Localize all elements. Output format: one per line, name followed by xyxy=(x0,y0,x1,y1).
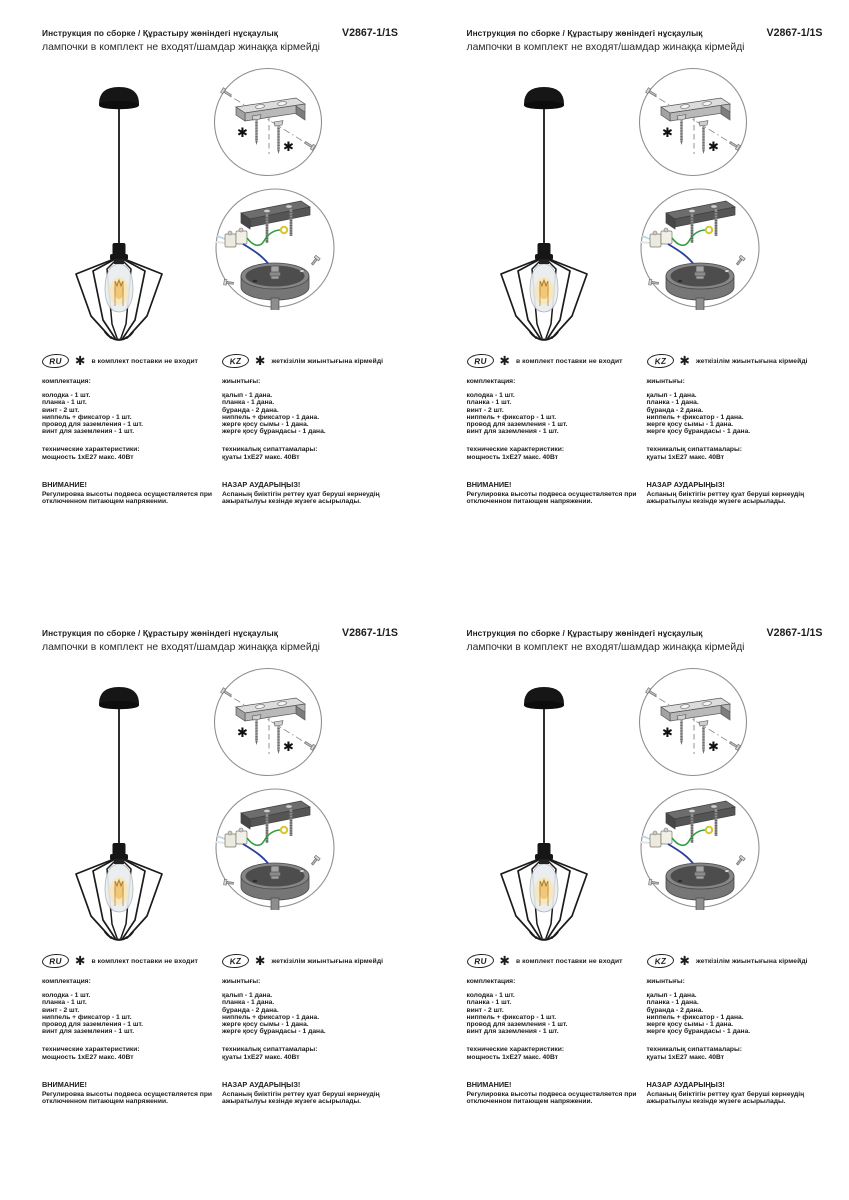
long-screw-2 xyxy=(699,121,708,154)
ceiling-canopy xyxy=(524,87,564,109)
ru-specs-value: мощность 1хЕ27 макс. 40Вт xyxy=(42,453,134,461)
ceiling-bracket-dark xyxy=(241,801,310,829)
header-line xyxy=(467,27,823,39)
ru-warning-text: Регулировка высоты подвеса осуществляется при отключенном питающем напряжении. xyxy=(466,490,637,506)
mounting-bar xyxy=(236,98,305,121)
mounting-bracket-diagram xyxy=(212,66,324,178)
model-number: V2867-1/1S xyxy=(342,627,398,639)
ceiling-cup-wiring-diagram xyxy=(213,186,337,310)
side-screw-left xyxy=(221,688,233,698)
kz-not-included-note: жеткізілім жиынтығына кірмейді xyxy=(271,957,384,965)
kz-not-included-note: жеткізілім жиынтығына кірмейді xyxy=(695,357,808,365)
ground-ring-terminal xyxy=(705,827,711,833)
edison-bulb xyxy=(530,264,558,312)
ceiling-cup xyxy=(241,263,309,310)
ru-badge: RU xyxy=(42,953,70,969)
ru-kit-list xyxy=(42,992,214,1036)
kit-item: жерге қосу бұрандасы - 1 дана. xyxy=(222,1028,326,1036)
asterisk-icon: ✱ xyxy=(255,952,266,968)
kz-specs-title: техникалық сипаттамалары: xyxy=(222,1045,318,1053)
ru-warning-text: Регулировка высоты подвеса осуществляется при отключенном питающем напряжении. xyxy=(42,1090,213,1106)
ceiling-cup xyxy=(666,863,734,910)
ground-wire-green xyxy=(672,830,706,845)
terminal-block xyxy=(216,828,247,847)
cup-screw-right xyxy=(734,855,744,866)
asterisk-icon: ✱ xyxy=(499,952,510,968)
asterisk-icon: ✱ xyxy=(679,952,690,968)
kz-badge-row xyxy=(222,953,404,969)
kit-item: винт - 2 шт. xyxy=(466,406,504,414)
asterisk-icon: ✱ xyxy=(75,352,86,368)
kz-column xyxy=(647,953,829,1106)
ru-badge-row xyxy=(467,353,639,369)
kz-kit-list xyxy=(222,992,404,1036)
terminal-block xyxy=(641,828,672,847)
kit-item: винт - 2 шт. xyxy=(42,406,80,414)
kz-warning-text: Аспаның биіктігін реттеу қуат беруші кернеудің ажыратылуы кезінде жүзеге асырылады. xyxy=(222,1090,380,1106)
ru-not-included-note: в комплект поставки не входит xyxy=(91,957,199,965)
kz-column xyxy=(647,353,829,506)
asterisk-mark-2: ✱ xyxy=(707,140,719,155)
ru-column xyxy=(467,953,639,1106)
kit-item: планка - 1 дана. xyxy=(222,399,275,407)
kit-item: винт для заземления - 1 шт. xyxy=(42,1028,135,1036)
header-line xyxy=(467,627,823,639)
kit-item: колодка - 1 шт. xyxy=(42,392,91,399)
ceiling-bracket-dark xyxy=(241,201,310,229)
kz-not-included-note: жеткізілім жиынтығына кірмейді xyxy=(271,357,384,365)
ceiling-cup xyxy=(666,263,734,310)
ru-specs-title: технические характеристики: xyxy=(466,445,565,453)
kit-item: планка - 1 дана. xyxy=(646,999,699,1007)
kz-kit-title: жиынтығы: xyxy=(646,978,685,985)
kz-specs-title: техникалық сипаттамалары: xyxy=(222,445,318,453)
ru-badge: RU xyxy=(466,353,494,369)
kit-item: планка - 1 шт. xyxy=(466,999,512,1007)
kz-not-included-note: жеткізілім жиынтығына кірмейді xyxy=(695,957,808,965)
kz-kit-list xyxy=(647,392,829,436)
asterisk-icon: ✱ xyxy=(679,352,690,368)
asterisk-icon: ✱ xyxy=(499,352,510,368)
edison-bulb xyxy=(105,264,133,312)
header-subtitle: лампочки в комплект не входят/шамдар жинаққа кірмейді xyxy=(466,642,745,653)
kit-item: бұранда - 2 дана. xyxy=(222,1006,279,1014)
kit-item: жерге қосу бұрандасы - 1 дана. xyxy=(646,1028,751,1036)
kz-badge: KZ xyxy=(646,353,674,369)
kz-column xyxy=(222,353,404,506)
kz-badge: KZ xyxy=(222,353,250,369)
kit-item: винт для заземления - 1 шт. xyxy=(466,1028,559,1036)
ru-warning-title: ВНИМАНИЕ! xyxy=(466,479,512,489)
ru-badge-row xyxy=(42,353,214,369)
kit-item: ниппель + фиксатор - 1 шт. xyxy=(42,1013,132,1021)
kit-item: колодка - 1 шт. xyxy=(466,992,515,999)
mounting-bar xyxy=(661,698,730,721)
ru-warning-text: Регулировка высоты подвеса осуществляется при отключенном питающем напряжении. xyxy=(42,490,213,506)
header-line xyxy=(42,627,398,639)
axis-dash-line xyxy=(647,91,739,148)
mounting-bracket-diagram xyxy=(637,666,749,778)
page-title: Инструкция по сборке / Құрастыру жөніндегі нұсқаулық xyxy=(42,28,279,38)
mounting-bracket-diagram xyxy=(212,666,324,778)
ru-warning-title: ВНИМАНИЕ! xyxy=(42,1079,87,1089)
ru-specs-title: технические характеристики: xyxy=(42,445,140,453)
long-screw-1 xyxy=(252,715,261,745)
side-screw-left xyxy=(645,688,657,698)
kz-specs-value: қуаты 1хЕ27 макс. 40Вт xyxy=(222,453,300,461)
kit-item: ниппель + фиксатор - 1 шт. xyxy=(466,413,557,421)
header-subtitle: лампочки в комплект не входят/шамдар жинаққа кірмейді xyxy=(42,642,320,653)
edison-bulb xyxy=(530,864,558,912)
diagram-circle-border xyxy=(215,69,322,176)
ru-warning-title: ВНИМАНИЕ! xyxy=(466,1079,512,1089)
diagram-circle-border xyxy=(639,69,746,176)
kit-item: қалып - 1 дана. xyxy=(646,992,697,999)
ceiling-canopy xyxy=(524,687,564,709)
kit-item: планка - 1 дана. xyxy=(222,999,275,1007)
diagram-circle-border xyxy=(639,669,746,776)
kit-item: провод для заземления - 1 шт. xyxy=(42,421,144,429)
page-title: Инструкция по сборке / Құрастыру жөніндегі нұсқаулық xyxy=(466,28,703,38)
kit-item: ниппель + фиксатор - 1 шт. xyxy=(42,413,132,421)
side-screw-right xyxy=(304,740,316,750)
asterisk-mark-1: ✱ xyxy=(661,126,673,141)
ru-kit-list xyxy=(42,392,214,436)
kit-item: провод для заземления - 1 шт. xyxy=(466,1021,568,1029)
ru-kit-list xyxy=(467,392,639,436)
kz-specs-value: қуаты 1хЕ27 макс. 40Вт xyxy=(646,453,724,461)
ceiling-canopy xyxy=(99,687,139,709)
kit-item: колодка - 1 шт. xyxy=(466,392,515,399)
terminal-block xyxy=(641,228,672,247)
kit-item: ниппель + фиксатор - 1 дана. xyxy=(222,413,320,421)
panel-header xyxy=(42,627,398,653)
side-screw-right xyxy=(304,140,316,150)
page-title: Инструкция по сборке / Құрастыру жөніндегі нұсқаулық xyxy=(42,628,279,638)
long-screw-2 xyxy=(274,721,283,754)
asterisk-mark-1: ✱ xyxy=(661,726,673,741)
ru-specs-value: мощность 1хЕ27 макс. 40Вт xyxy=(42,1053,134,1061)
pendant-lamp-illustration xyxy=(60,678,182,948)
ground-ring-terminal xyxy=(705,227,711,233)
ground-ring-terminal xyxy=(281,227,287,233)
ground-wire-green xyxy=(672,230,706,245)
kit-item: провод для заземления - 1 шт. xyxy=(42,1021,144,1029)
asterisk-mark-2: ✱ xyxy=(283,140,294,155)
ru-warning-text: Регулировка высоты подвеса осуществляется при отключенном питающем напряжении. xyxy=(466,1090,637,1106)
long-screw-2 xyxy=(699,721,708,754)
kz-specs-value: қуаты 1хЕ27 макс. 40Вт xyxy=(222,1053,300,1061)
kz-kit-title: жиынтығы: xyxy=(222,378,261,385)
terminal-block xyxy=(216,228,247,247)
kit-item: провод для заземления - 1 шт. xyxy=(466,421,568,429)
axis-dash-line xyxy=(647,691,739,748)
kit-item: ниппель + фиксатор - 1 дана. xyxy=(646,413,744,421)
kz-warning-text: Аспаның биіктігін реттеу қуат беруші кернеудің ажыратылуы кезінде жүзеге асырылады. xyxy=(222,490,380,506)
ceiling-cup-wiring-diagram xyxy=(638,786,762,910)
edison-bulb xyxy=(105,864,133,912)
ground-wire-green xyxy=(247,830,281,845)
panel-header xyxy=(467,27,823,53)
asterisk-mark-2: ✱ xyxy=(283,740,294,755)
kit-item: жерге қосу бұрандасы - 1 дана. xyxy=(222,428,326,436)
cup-screw-right xyxy=(310,255,320,266)
instruction-panel xyxy=(0,0,425,600)
ground-ring-terminal xyxy=(281,827,287,833)
kit-item: жерге қосу сымы - 1 дана. xyxy=(646,421,734,429)
ru-not-included-note: в комплект поставки не входит xyxy=(515,957,623,965)
kz-badge-row xyxy=(647,353,829,369)
kit-item: планка - 1 шт. xyxy=(42,399,87,407)
kit-item: қалып - 1 дана. xyxy=(222,992,273,999)
kz-badge: KZ xyxy=(222,953,250,969)
kit-item: планка - 1 шт. xyxy=(466,399,512,407)
kz-specs-title: техникалық сипаттамалары: xyxy=(646,445,742,453)
kz-specs-value: қуаты 1хЕ27 макс. 40Вт xyxy=(646,1053,724,1061)
ru-specs-title: технические характеристики: xyxy=(42,1045,140,1053)
asterisk-mark-1: ✱ xyxy=(237,126,248,141)
ground-wire-green xyxy=(247,230,281,245)
ru-badge: RU xyxy=(42,353,70,369)
ru-not-included-note: в комплект поставки не входит xyxy=(515,357,623,365)
ru-badge-row xyxy=(42,953,214,969)
ceiling-cup xyxy=(241,863,309,910)
kit-item: қалып - 1 дана. xyxy=(222,392,273,399)
page-title: Инструкция по сборке / Құрастыру жөніндегі нұсқаулық xyxy=(466,628,703,638)
kit-item: винт для заземления - 1 шт. xyxy=(466,428,559,436)
instruction-panel xyxy=(425,0,849,600)
long-screw-2 xyxy=(274,121,283,154)
side-screw-right xyxy=(728,740,740,750)
header-subtitle: лампочки в комплект не входят/шамдар жинаққа кірмейді xyxy=(42,42,320,53)
kit-item: колодка - 1 шт. xyxy=(42,992,91,999)
pendant-lamp-illustration xyxy=(60,78,182,348)
kz-badge-row xyxy=(222,353,404,369)
ru-specs-value: мощность 1хЕ27 макс. 40Вт xyxy=(466,1053,559,1061)
long-screw-1 xyxy=(677,715,686,745)
kit-item: қалып - 1 дана. xyxy=(646,392,697,399)
kit-item: планка - 1 дана. xyxy=(646,399,699,407)
ru-badge-row xyxy=(467,953,639,969)
side-screw-left xyxy=(221,88,233,98)
mounting-bar xyxy=(236,698,305,721)
ru-column xyxy=(467,353,639,506)
long-screw-1 xyxy=(252,115,261,145)
ru-kit-list xyxy=(467,992,639,1036)
ru-kit-title: комплектация: xyxy=(42,978,91,985)
kit-item: ниппель + фиксатор - 1 шт. xyxy=(466,1013,557,1021)
kit-item: бұранда - 2 дана. xyxy=(646,406,704,414)
instruction-panel xyxy=(0,600,425,1200)
kit-item: планка - 1 шт. xyxy=(42,999,87,1007)
kit-item: жерге қосу сымы - 1 дана. xyxy=(222,1021,309,1029)
kz-badge-row xyxy=(647,953,829,969)
ru-kit-title: комплектация: xyxy=(42,378,91,385)
kz-warning-text: Аспаның биіктігін реттеу қуат беруші кернеудің ажыратылуы кезінде жүзеге асырылады. xyxy=(646,490,805,506)
kz-warning-title: НАЗАР АУДАРЫҢЫЗ! xyxy=(222,1079,301,1089)
mounting-bar xyxy=(661,98,730,121)
model-number: V2867-1/1S xyxy=(766,27,823,39)
ceiling-canopy xyxy=(99,87,139,109)
kz-warning-title: НАЗАР АУДАРЫҢЫЗ! xyxy=(222,479,301,489)
asterisk-icon: ✱ xyxy=(255,352,266,368)
kit-item: винт - 2 шт. xyxy=(42,1006,80,1014)
ru-specs-value: мощность 1хЕ27 макс. 40Вт xyxy=(466,453,559,461)
diagram-circle-border xyxy=(215,669,322,776)
cup-screw-right xyxy=(734,255,744,266)
ru-not-included-note: в комплект поставки не входит xyxy=(91,357,199,365)
ceiling-bracket-dark xyxy=(666,801,735,829)
kz-warning-title: НАЗАР АУДАРЫҢЫЗ! xyxy=(646,479,725,489)
ru-warning-title: ВНИМАНИЕ! xyxy=(42,479,87,489)
ru-column xyxy=(42,353,214,506)
ru-kit-title: комплектация: xyxy=(466,978,516,985)
kz-badge: KZ xyxy=(646,953,674,969)
kz-specs-title: техникалық сипаттамалары: xyxy=(646,1045,742,1053)
model-number: V2867-1/1S xyxy=(766,627,823,639)
pendant-lamp-illustration xyxy=(485,678,607,948)
panel-header xyxy=(42,27,398,53)
axis-dash-line xyxy=(222,91,314,148)
header-line xyxy=(42,27,398,39)
kz-column xyxy=(222,953,404,1106)
ru-kit-title: комплектация: xyxy=(466,378,516,385)
ceiling-cup-wiring-diagram xyxy=(213,786,337,910)
cup-screw-right xyxy=(310,855,320,866)
kit-item: жерге қосу сымы - 1 дана. xyxy=(222,421,309,429)
kz-kit-title: жиынтығы: xyxy=(646,378,685,385)
kz-kit-list xyxy=(647,992,829,1036)
kit-item: винт для заземления - 1 шт. xyxy=(42,428,135,436)
kz-warning-text: Аспаның биіктігін реттеу қуат беруші кернеудің ажыратылуы кезінде жүзеге асырылады. xyxy=(646,1090,805,1106)
model-number: V2867-1/1S xyxy=(342,27,398,39)
mounting-bracket-diagram xyxy=(637,66,749,178)
kit-item: винт - 2 шт. xyxy=(466,1006,504,1014)
pendant-lamp-illustration xyxy=(485,78,607,348)
panel-header xyxy=(467,627,823,653)
asterisk-icon: ✱ xyxy=(75,952,86,968)
kit-item: ниппель + фиксатор - 1 дана. xyxy=(646,1013,744,1021)
asterisk-mark-2: ✱ xyxy=(707,740,719,755)
kz-kit-list xyxy=(222,392,404,436)
kz-kit-title: жиынтығы: xyxy=(222,978,261,985)
ceiling-bracket-dark xyxy=(666,201,735,229)
header-subtitle: лампочки в комплект не входят/шамдар жинаққа кірмейді xyxy=(466,42,745,53)
kz-warning-title: НАЗАР АУДАРЫҢЫЗ! xyxy=(646,1079,725,1089)
instruction-panel xyxy=(425,600,849,1200)
kit-item: жерге қосу бұрандасы - 1 дана. xyxy=(646,428,751,436)
kit-item: ниппель + фиксатор - 1 дана. xyxy=(222,1013,320,1021)
ru-column xyxy=(42,953,214,1106)
kit-item: бұранда - 2 дана. xyxy=(646,1006,704,1014)
asterisk-mark-1: ✱ xyxy=(237,726,248,741)
ru-specs-title: технические характеристики: xyxy=(466,1045,565,1053)
axis-dash-line xyxy=(222,691,314,748)
ru-badge: RU xyxy=(466,953,494,969)
side-screw-left xyxy=(645,88,657,98)
ceiling-cup-wiring-diagram xyxy=(638,186,762,310)
long-screw-1 xyxy=(677,115,686,145)
kit-item: жерге қосу сымы - 1 дана. xyxy=(646,1021,734,1029)
kit-item: бұранда - 2 дана. xyxy=(222,406,279,414)
side-screw-right xyxy=(728,140,740,150)
